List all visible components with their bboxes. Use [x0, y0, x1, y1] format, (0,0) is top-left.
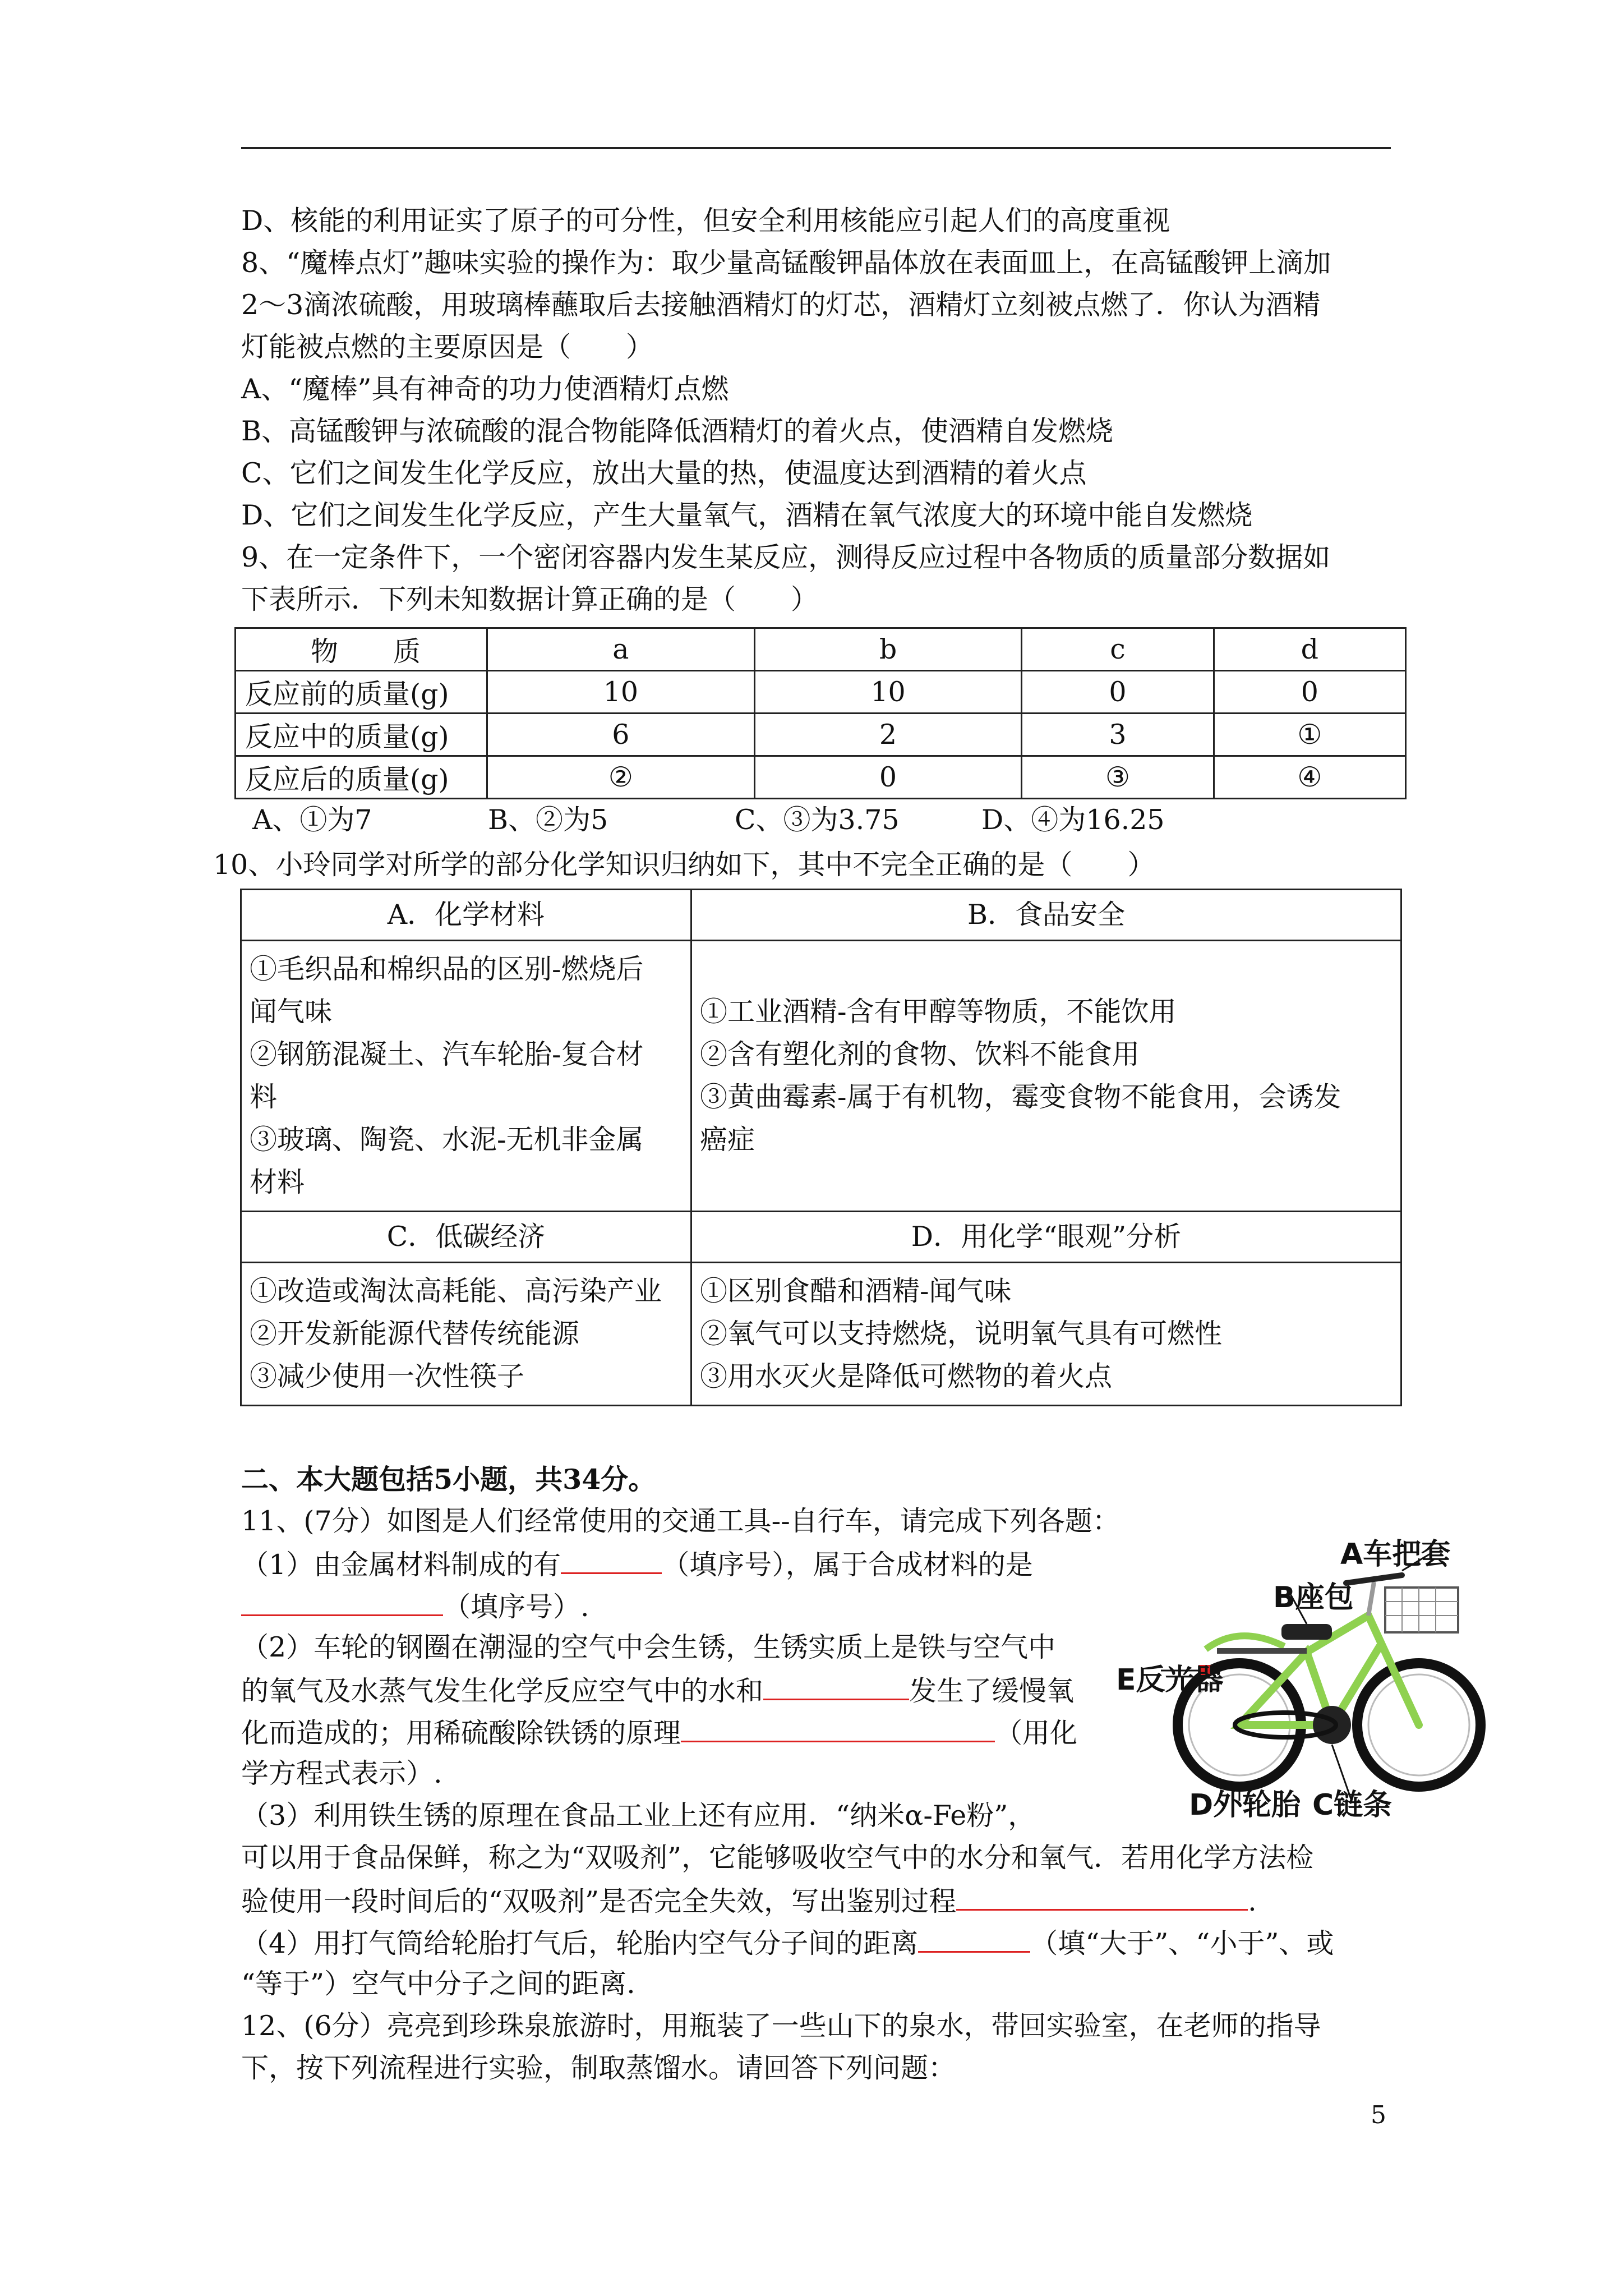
label-a-handlebar-grip: A车把套 — [1340, 1538, 1451, 1571]
table-header-d: D．用化学“眼观”分析 — [691, 1212, 1401, 1263]
q7-option-d: D、核能的利用证实了原子的可分性，但安全利用核能应引起人们的高度重视 — [241, 205, 1170, 237]
table-cell: 10 — [754, 671, 1022, 714]
answer-blank-6[interactable] — [918, 1924, 1030, 1953]
table-cell: 物 质 — [236, 628, 487, 671]
chainring — [1313, 1706, 1351, 1744]
handlebar — [1346, 1575, 1402, 1583]
q10-stem: 10、小玲同学对所学的部分化学知识归纳如下，其中不完全正确的是（ ） — [213, 849, 1155, 881]
list-item: ③用水灭火是降低可燃物的着火点 — [700, 1360, 1113, 1392]
table-header-a: A．化学材料 — [241, 890, 691, 941]
table-cell: 反应中的质量(g) — [236, 714, 487, 756]
table-cell: 3 — [1022, 714, 1214, 756]
table-cell: d — [1214, 628, 1405, 671]
table-cell: b — [754, 628, 1022, 671]
q9-stem-1: 9、在一定条件下，一个密闭容器内发生某反应，测得反应过程中各物质的质量部分数据如 — [241, 541, 1331, 573]
q8-option-c: C、它们之间发生化学反应，放出大量的热，使温度达到酒精的着火点 — [241, 457, 1087, 489]
q8-option-b: B、高锰酸钾与浓硫酸的混合物能降低酒精灯的着火点，使酒精自发燃烧 — [241, 415, 1114, 447]
q11-part1-text-c: （填序号）. — [443, 1591, 589, 1623]
q9-option-b: B、②为5 — [488, 804, 608, 836]
q8-stem-1: 8、“魔棒点灯”趣味实验的操作为：取少量高锰酸钾晶体放在表面皿上，在高锰酸钾上滴加 — [241, 247, 1331, 279]
table-cell: 0 — [754, 756, 1022, 799]
list-item: ①区别食醋和酒精-闻气味 — [700, 1275, 1012, 1307]
q11-part4-line1 — [241, 1924, 1408, 1962]
q9-option-a: A、①为7 — [252, 804, 372, 836]
q12-stem-1: 12、(6分）亮亮到珍珠泉旅游时，用瓶装了一些山下的泉水，带回实验室，在老师的指导 — [241, 2010, 1321, 2042]
label-e-reflector: E反光器 — [1116, 1663, 1224, 1697]
q11-part2-text-c: 发生了缓慢氧 — [909, 1675, 1075, 1707]
table-row — [236, 671, 1406, 714]
table-cell: 反应前的质量(g) — [236, 671, 487, 714]
q9-option-d: D、④为16.25 — [981, 804, 1165, 836]
answer-blank-3[interactable] — [763, 1672, 909, 1700]
table-cell: 10 — [487, 671, 755, 714]
front-basket — [1385, 1588, 1458, 1632]
list-item: 闻气味 — [250, 996, 333, 1028]
q11-part2-line4: 学方程式表示）. — [241, 1757, 442, 1789]
table-row — [236, 714, 1406, 756]
answer-blank-5[interactable] — [956, 1882, 1248, 1911]
page-number: 5 — [1371, 2101, 1386, 2129]
table-cell: ② — [487, 756, 755, 799]
table-cell: ① — [1214, 714, 1405, 756]
q11-part2-text-e: （用化 — [995, 1717, 1078, 1749]
table-row — [241, 890, 1401, 941]
saddle — [1281, 1624, 1332, 1640]
q10-summary-table — [240, 889, 1402, 1406]
table-cell: 反应后的质量(g) — [236, 756, 487, 799]
list-item: 材料 — [250, 1166, 305, 1198]
table-cell-d — [691, 1263, 1401, 1406]
q11-part3-text-c: 验使用一段时间后的“双吸剂”是否完全失效，写出鉴别过程 — [241, 1885, 957, 1917]
q8-stem-2: 2～3滴浓硫酸，用玻璃棒蘸取后去接触酒精灯的灯芯，酒精灯立刻被点燃了．你认为酒精 — [241, 289, 1321, 321]
table-cell-b — [691, 941, 1401, 1212]
label-b-saddle: B座包 — [1273, 1581, 1354, 1614]
table-cell: ④ — [1214, 756, 1405, 799]
q11-part3-line1: （3）利用铁生锈的原理在食品工业上还有应用．“纳米α-Fe粉”， — [241, 1800, 1036, 1832]
table-row — [236, 756, 1406, 799]
table-cell: c — [1022, 628, 1214, 671]
table-row — [241, 1263, 1401, 1406]
q8-stem-3: 灯能被点燃的主要原因是（ ） — [241, 331, 654, 363]
q11-part2-line1: （2）车轮的钢圈在潮湿的空气中会生锈，生锈实质上是铁与空气中 — [241, 1631, 1056, 1663]
list-item: ①毛织品和棉织品的区别-燃烧后 — [250, 953, 644, 985]
q11-part1-text-b: （填序号），属于合成材料的是 — [662, 1549, 1033, 1581]
table-cell-c — [241, 1263, 691, 1406]
table-cell: 0 — [1214, 671, 1405, 714]
list-item: ②钢筋混凝土、汽车轮胎-复合材 — [250, 1038, 644, 1070]
q11-part3-line2: 可以用于食品保鲜，称之为“双吸剂”，它能够吸收空气中的水分和氧气．若用化学方法检 — [241, 1842, 1314, 1874]
list-item: ③玻璃、陶瓷、水泥-无机非金属 — [250, 1124, 644, 1156]
table-cell: ③ — [1022, 756, 1214, 799]
label-d-tire: D外轮胎 — [1189, 1788, 1301, 1822]
basket-mesh — [1385, 1588, 1458, 1632]
header-rule — [241, 147, 1391, 149]
list-item: ①改造或淘汰高耗能、高污染产业 — [250, 1275, 662, 1307]
answer-blank-1[interactable] — [561, 1545, 662, 1574]
stem — [1368, 1582, 1374, 1616]
table-cell: 0 — [1022, 671, 1214, 714]
list-item: ②含有塑化剂的食物、饮料不能食用 — [700, 1038, 1140, 1070]
table-header-b: B．食品安全 — [691, 890, 1401, 941]
q9-stem-2: 下表所示．下列未知数据计算正确的是（ ） — [241, 583, 819, 615]
q11-part4-text-b: （填“大于”、“小于”、或 — [1030, 1927, 1334, 1959]
list-item: 癌症 — [700, 1124, 755, 1156]
q8-option-d: D、它们之间发生化学反应，产生大量氧气，酒精在氧气浓度大的环境中能自发燃烧 — [241, 499, 1253, 531]
label-c-chain: C链条 — [1312, 1788, 1393, 1822]
list-item: ②氧气可以支持燃烧，说明氧气具有可燃性 — [700, 1318, 1223, 1350]
list-item: ③减少使用一次性筷子 — [250, 1360, 525, 1392]
list-item: 料 — [250, 1081, 278, 1113]
table-cell: a — [487, 628, 755, 671]
q9-mass-table — [234, 627, 1407, 799]
list-item: ③黄曲霉素-属于有机物，霉变食物不能食用，会诱发 — [700, 1081, 1341, 1113]
table-cell: 6 — [487, 714, 755, 756]
section-heading: 二、本大题包括5小题，共34分。 — [241, 1463, 656, 1496]
q11-part4-text-a: （4）用打气筒给轮胎打气后，轮胎内空气分子间的距离 — [241, 1927, 919, 1959]
q8-option-a: A、“魔棒”具有神奇的功力使酒精灯点燃 — [241, 373, 729, 405]
q11-part4-line2: “等于”）空气中分子之间的距离. — [241, 1968, 635, 2000]
answer-blank-4[interactable] — [681, 1714, 995, 1742]
list-item: ②开发新能源代替传统能源 — [250, 1318, 580, 1350]
q11-part3-line3 — [241, 1882, 1408, 1920]
q9-option-c: C、③为3.75 — [735, 804, 900, 836]
table-cell: 2 — [754, 714, 1022, 756]
rear-rack — [1217, 1648, 1307, 1654]
answer-blank-2[interactable] — [241, 1588, 443, 1616]
q11-part2-text-b: 的氧气及水蒸气发生化学反应空气中的水和 — [241, 1675, 764, 1707]
q11-stem: 11、(7分）如图是人们经常使用的交通工具--自行车，请完成下列各题： — [241, 1505, 1120, 1537]
list-item: ①工业酒精-含有甲醇等物质，不能饮用 — [700, 996, 1177, 1028]
table-row — [241, 941, 1401, 1212]
table-row — [236, 628, 1406, 671]
q12-stem-2: 下，按下列流程进行实验，制取蒸馏水。请回答下列问题： — [241, 2052, 956, 2084]
q11-part2-text-d: 化而造成的；用稀硫酸除铁锈的原理 — [241, 1717, 681, 1749]
table-row — [241, 1212, 1401, 1263]
q9-options — [252, 802, 1419, 838]
table-header-c: C．低碳经济 — [241, 1212, 691, 1263]
q11-part3-text-d: . — [1248, 1885, 1257, 1917]
table-cell-a — [241, 941, 691, 1212]
rear-fender — [1206, 1636, 1284, 1649]
q11-part1-text-a: （1）由金属材料制成的有 — [241, 1549, 561, 1581]
